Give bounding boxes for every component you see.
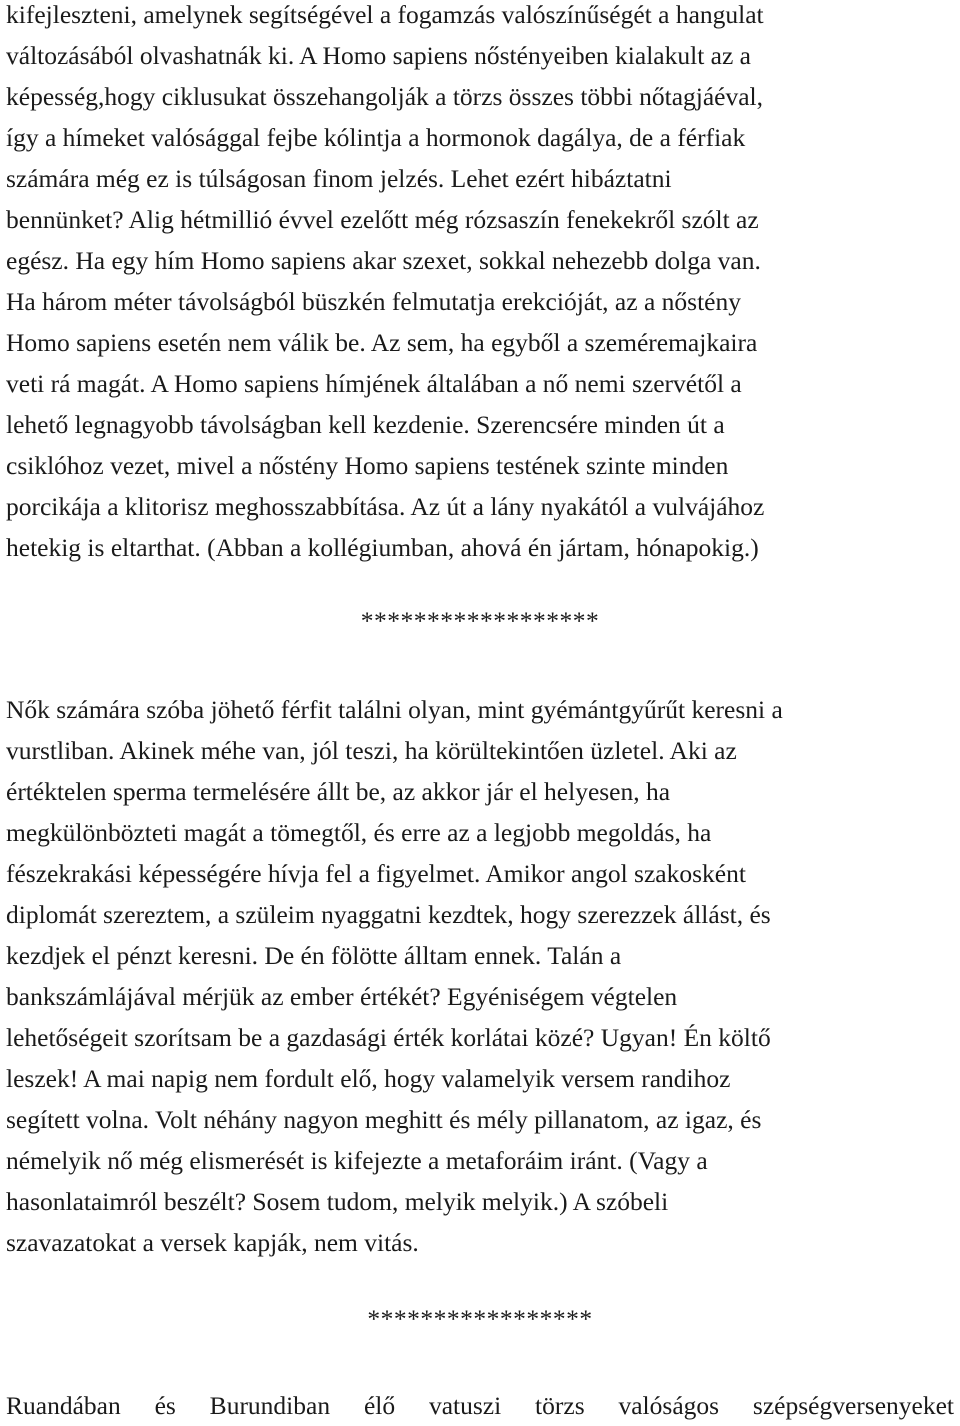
separator-1: ****************** [360,606,600,635]
paragraph-2 [6,689,954,1263]
text-line: Ruandában és Burundiban élő vatuszi törzs valóságos szépségversenyeket [6,1391,954,1420]
text-line: lehetőségeit szorítsam be a gazdasági érték korlátai közé? Ugyan! Én költő [6,1023,771,1052]
text-line: egész. Ha egy hím Homo sapiens akar szexet, sokkal nehezebb dolga van. [6,246,761,275]
text-line: vurstliban. Akinek méhe van, jól teszi, ha körültekintően üzletel. Aki az [6,736,737,765]
text-line: leszek! A mai napig nem fordult elő, hogy valamelyik versem randihoz [6,1064,731,1093]
text-line: képesség,hogy ciklusukat összehangolják a törzs összes többi nőtagjáéval, [6,82,764,111]
text-line: lehető legnagyobb távolságban kell kezdenie. Szerencsére minden út a [6,410,725,439]
text-line: veti rá magát. A Homo sapiens hímjének általában a nő nemi szervétől a [6,369,742,398]
text-line: fészekrakási képességére hívja fel a figyelmet. Amikor angol szakosként [6,859,746,888]
text-line: hetekig is eltarthat. (Abban a kollégiumban, ahová én jártam, hónapokig.) [6,533,759,562]
separator-2: ***************** [367,1304,593,1333]
text-line: változásából olvashatnák ki. A Homo sapiens nőstényeiben kialakult az a [6,41,751,70]
text-line: Ha három méter távolságból büszkén felmutatja erekcióját, az a nőstény [6,287,741,316]
text-line: megkülönbözteti magát a tömegtől, és erre az a legjobb megoldás, ha [6,818,712,847]
text-line: bennünket? Alig hétmillió évvel ezelőtt még rózsaszín fenekekről szólt az [6,205,759,234]
text-line: Homo sapiens esetén nem válik be. Az sem, ha egyből a szeméremajkaira [6,328,758,357]
text-line: Nők számára szóba jöhető férfit találni olyan, mint gyémántgyűrűt keresni a [6,695,783,724]
text-line: kifejleszteni, amelynek segítségével a fogamzás valószínűségét a hangulat [6,0,764,29]
text-line: bankszámlájával mérjük az ember értékét? Egyéniségem végtelen [6,982,678,1011]
text-line: értéktelen sperma termelésére állt be, az akkor jár el helyesen, ha [6,777,671,806]
text-line: számára még ez is túlságosan finom jelzés. Lehet ezért hibáztatni [6,164,672,193]
paragraph-1 [6,0,954,568]
text-line: diplomát szereztem, a szüleim nyaggatni kezdtek, hogy szerezzek állást, és [6,900,771,929]
text-line: porcikája a klitorisz meghosszabbítása. Az út a lány nyakától a vulvájához [6,492,765,521]
text-line: kezdjek el pénzt keresni. De én fölötte álltam ennek. Talán a [6,941,622,970]
text-line: némelyik nő még elismerését is kifejezte a metaforáim iránt. (Vagy a [6,1146,708,1175]
text-line: szavazatokat a versek kapják, nem vitás. [6,1228,419,1257]
text-line: hasonlataimról beszélt? Sosem tudom, melyik melyik.) A szóbeli [6,1187,669,1216]
paragraph-3 [6,1385,954,1426]
text-line: segített volna. Volt néhány nagyon meghitt és mély pillanatom, az igaz, és [6,1105,762,1134]
text-line: így a hímeket valósággal fejbe kólintja a hormonok dagálya, de a férfiak [6,123,746,152]
text-line: csiklóhoz vezet, mivel a nőstény Homo sapiens testének szinte minden [6,451,729,480]
